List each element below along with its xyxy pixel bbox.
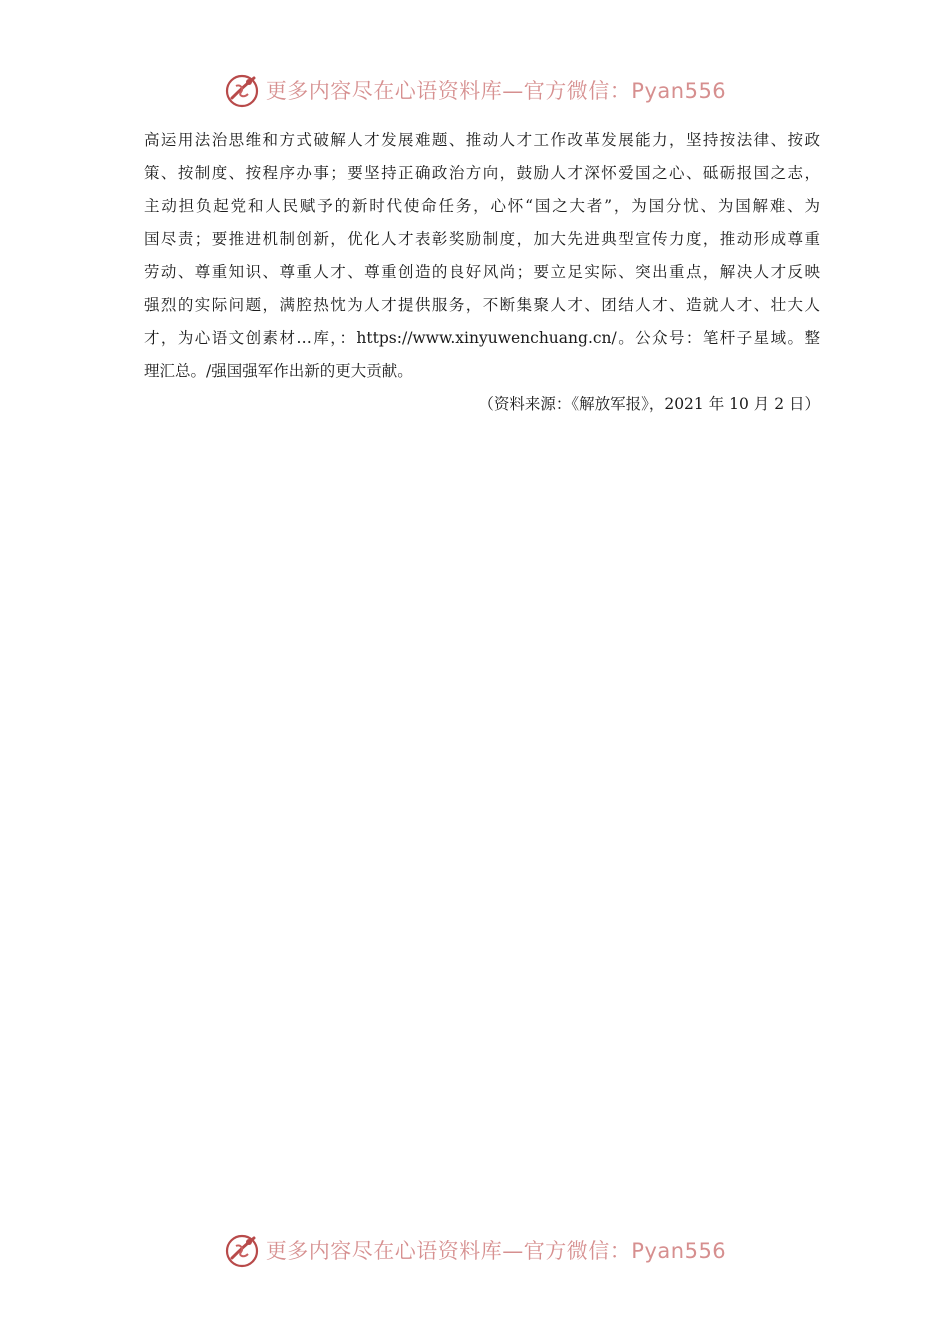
footer-watermark-banner bbox=[0, 1232, 950, 1268]
paragraph-line: 高运用法治思维和方式破解人才发展难题、推动人才工作改革发展能力，坚持按法律、按政 bbox=[144, 131, 820, 149]
header-watermark-text: 更多内容尽在心语资料库—官方微信：Pyan556 bbox=[265, 79, 727, 103]
paragraph-line: 策、按制度、按程序办事；要坚持正确政治方向，鼓励人才深怀爱国之心、砥砺报国之志， bbox=[144, 164, 820, 182]
footer-watermark-text: 更多内容尽在心语资料库—官方微信：Pyan556 bbox=[265, 1239, 727, 1263]
paragraph-line: 理汇总。/强国强军作出新的更大贡献。 bbox=[144, 362, 413, 380]
paragraph-line: 国尽责；要推进机制创新，优化人才表彰奖励制度，加大先进典型宣传力度，推动形成尊重 bbox=[144, 230, 820, 248]
logo-icon bbox=[224, 1232, 260, 1268]
article-paragraph bbox=[144, 124, 820, 421]
paragraph-line: 劳动、尊重知识、尊重人才、尊重创造的良好风尚；要立足实际、突出重点，解决人才反映 bbox=[144, 263, 820, 281]
source-citation: （资料来源：《解放军报》，2021 年 10 月 2 日） bbox=[478, 395, 820, 413]
paragraph-line: 主动担负起党和人民赋予的新时代使命任务，心怀“国之大者”，为国分忧、为国解难、为 bbox=[144, 197, 820, 215]
paragraph-line: 才，为心语文创素材…库，：https://www.xinyuwenchuang.cn/。公众号：笔杆子星域。整 bbox=[144, 329, 820, 347]
header-watermark-banner bbox=[0, 72, 950, 108]
logo-icon bbox=[224, 72, 260, 108]
paragraph-line: 强烈的实际问题，满腔热忱为人才提供服务，不断集聚人才、团结人才、造就人才、壮大人 bbox=[144, 296, 820, 314]
